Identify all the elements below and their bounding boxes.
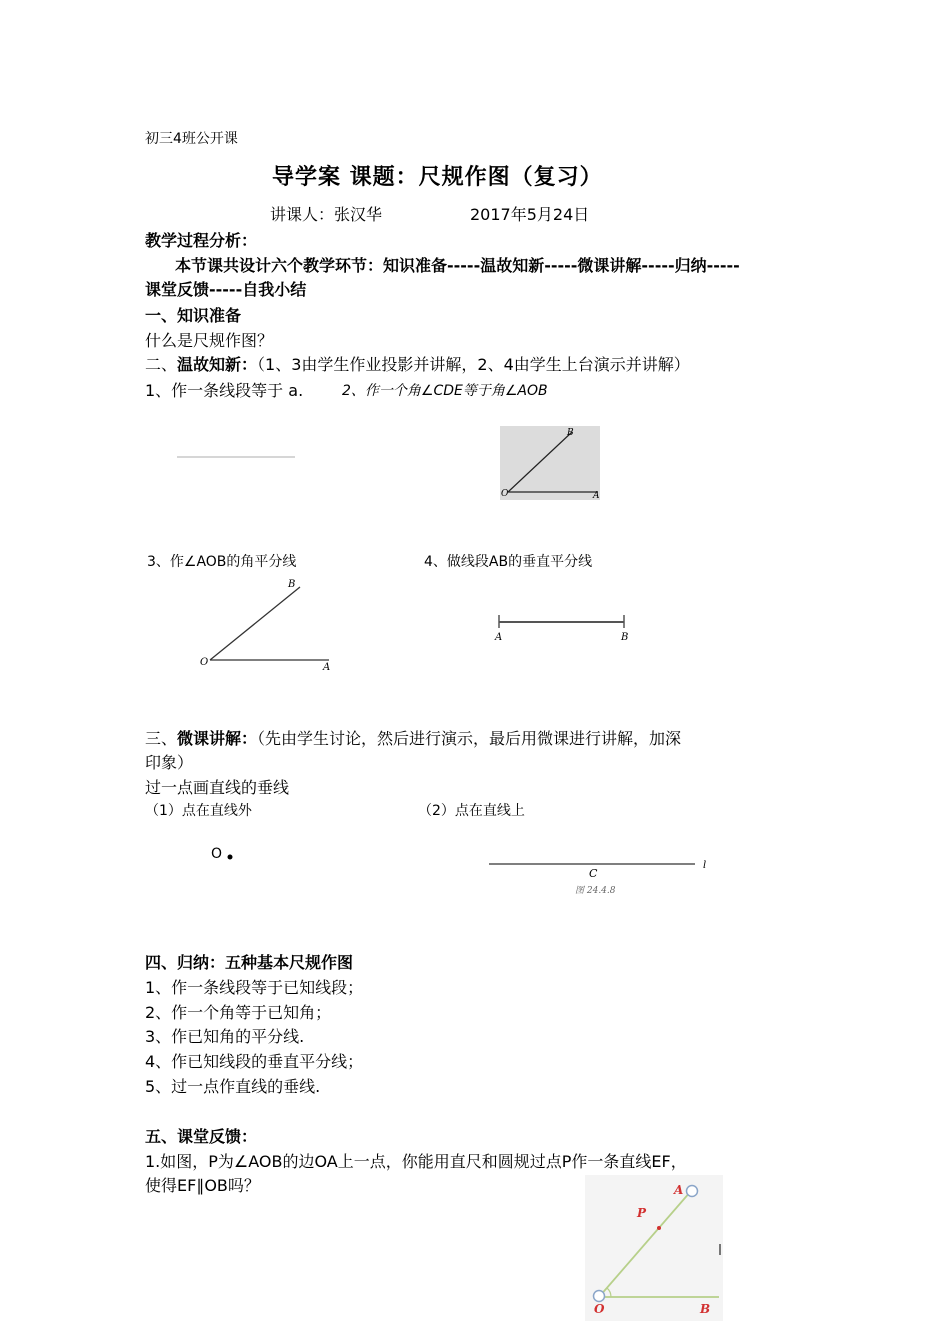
section2-item-1: 1、作一条线段等于 a. [145,381,304,400]
angle-aob-figure-2 [195,575,340,675]
section3-case-1: （1）点在直线外 [145,803,252,819]
lecturer-label: 讲课人：张汉华 [270,205,383,224]
section5-question-line-1: 1.如图，P为∠AOB的边OA上一点，你能用直尺和圆规过点P作一条直线EF， [145,1152,687,1171]
section2-item-2: 2、作一个角∠CDE等于角∠AOB [342,383,548,399]
label-a: A [495,632,503,643]
analysis-line-1: 本节课共设计六个教学环节：知识准备-----温故知新-----微课讲解-----归纳----- [175,256,740,275]
point-o-dot [226,853,234,861]
line-l-figure [485,852,720,898]
section5-heading: 五、课堂反馈： [145,1127,258,1146]
label-a: A [593,491,600,500]
label-b: B [567,428,574,438]
section4-item: 3、作已知角的平分线. [145,1027,305,1046]
analysis-heading: 教学过程分析： [145,231,258,250]
section4-item: 1、作一条线段等于已知线段； [145,978,364,997]
section4-item: 2、作一个角等于已知角； [145,1003,332,1022]
section3-subtitle: 过一点画直线的垂线 [145,778,290,797]
class-label: 初三4班公开课 [145,131,238,147]
segment-a-figure [175,452,300,462]
label-b: B [288,579,296,590]
label-o: O [594,1302,605,1316]
angle-aob-point-p-figure [585,1175,725,1323]
section5-question-line-2: 使得EF∥OB吗？ [145,1176,260,1195]
section4-heading: 四、归纳：五种基本尺规作图 [145,953,354,972]
section1-question: 什么是尺规作图？ [145,331,274,350]
angle-aob-figure-1 [500,426,600,500]
label-b: B [700,1302,711,1316]
section4-item: 4、作已知线段的垂直平分线； [145,1052,364,1071]
figure-caption: 图 24.4.8 [575,886,616,896]
label-b: B [621,632,629,643]
section2-item-4: 4、做线段AB的垂直平分线 [424,554,593,570]
section1-heading: 一、知识准备 [145,306,242,325]
lecture-date: 2017年5月24日 [470,205,590,224]
label-c: C [589,867,598,880]
label-l: l [703,860,707,871]
segment-ab-figure [490,612,635,644]
point-o-label: O [211,846,223,862]
label-o: O [200,657,209,668]
section3-heading: 三、微课讲解：（先由学生讨论，然后进行演示，最后用微课进行讲解，加深 [145,729,682,748]
label-o: O [501,489,509,499]
label-a: A [323,662,331,673]
section3-heading-cont: 印象） [145,753,194,772]
label-p: P [637,1206,647,1220]
section4-item: 5、过一点作直线的垂线. [145,1077,321,1096]
analysis-line-2: 课堂反馈-----自我小结 [145,280,307,299]
section2-heading: 二、温故知新：（1、3由学生作业投影并讲解，2、4由学生上台演示并讲解） [145,355,690,374]
section2-item-3: 3、作∠AOB的角平分线 [147,554,297,570]
page-title: 导学案 课题：尺规作图（复习） [272,165,603,190]
label-a: A [674,1183,684,1197]
section3-case-2: （2）点在直线上 [418,803,525,819]
